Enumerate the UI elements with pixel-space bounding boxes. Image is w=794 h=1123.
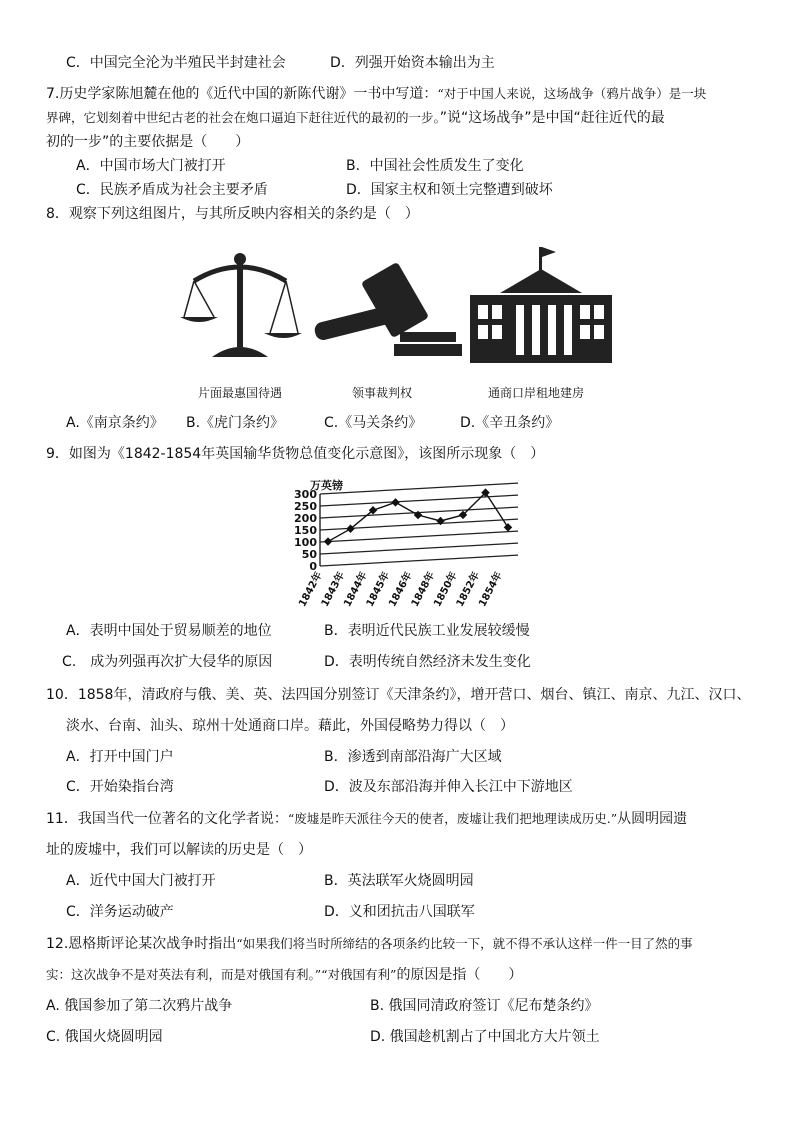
chart-xtick-label: 1845年 xyxy=(364,570,393,609)
q11-option-c[interactable]: C．洋务运动破产 xyxy=(66,904,174,920)
q7-stem-line3: 初的一步”的主要依据是（ ） xyxy=(46,134,250,150)
gavel-icon xyxy=(314,250,464,360)
chart-ytick-label: 200 xyxy=(294,512,317,525)
chart-xtick-label: 1850年 xyxy=(432,570,460,609)
chart-xtick-label: 1843年 xyxy=(319,570,348,609)
q11-option-d[interactable]: D．义和团抗击八国联军 xyxy=(324,904,475,920)
q7-stem-line1: 7.历史学家陈旭麓在他的《近代中国的新陈代谢》一书中写道：“对于中国人来说，这场战争（鸦片战争）是一块 xyxy=(46,86,707,102)
building-icon xyxy=(470,245,612,363)
chart-ytick-label: 300 xyxy=(294,488,317,501)
q7-option-c[interactable]: C．民族矛盾成为社会主要矛盾 xyxy=(76,182,268,198)
chart-gridline xyxy=(320,543,518,554)
q12-stem-line2: 实：这次战争不是对英法有利，而是对俄国有利。”“对俄国有利”的原因是指（ ） xyxy=(46,967,523,983)
q9-option-b[interactable]: B．表明近代民族工业发展较缓慢 xyxy=(324,623,530,639)
chart-ylabel: 万英镑 xyxy=(310,479,343,492)
q8-option-a[interactable]: A.《南京条约》 xyxy=(66,415,164,431)
q12-option-c[interactable]: C. 俄国火烧圆明园 xyxy=(46,1029,163,1045)
q9-stem: 9．如图为《1842-1854年英国输华货物总值变化示意图》，该图所示现象（ ） xyxy=(46,446,545,462)
chart-xtick-label: 1844年 xyxy=(342,570,370,609)
q10-option-a[interactable]: A．打开中国门户 xyxy=(66,749,174,765)
q7-option-a[interactable]: A．中国市场大门被打开 xyxy=(76,158,226,174)
q8-stem: 8．观察下列这组图片，与其所反映内容相关的条约是（ ） xyxy=(46,206,419,222)
q9-option-c[interactable]: C. 成为列强再次扩大侵华的原因 xyxy=(62,654,273,670)
q10-stem-line1: 10．1858年，清政府与俄、美、英、法四国分别签订《天津条约》，增开营口、烟台、镇江、南京、九江、汉口、 xyxy=(46,687,751,703)
chart-gridline xyxy=(320,531,518,542)
q11-stem-line1: 11．我国当代一位著名的文化学者说：“废墟是昨天派往今天的使者，废墟让我们把地理读成历史.”从圆明园遗 xyxy=(46,811,688,827)
chart-data-point xyxy=(504,523,512,531)
q8-caption-3: 通商口岸租地建房 xyxy=(488,386,585,400)
q9-option-a[interactable]: A．表明中国处于贸易顺差的地位 xyxy=(66,623,272,639)
q12-stem-line1: 12.恩格斯评论某次战争时指出“如果我们将当时所缔结的各项条约比较一下，就不得不承认这样一件一目了然的事 xyxy=(46,936,693,952)
q10-option-b[interactable]: B．渗透到南部沿海广大区域 xyxy=(324,749,502,765)
q12-option-a[interactable]: A. 俄国参加了第二次鸦片战争 xyxy=(46,998,233,1014)
scales-icon xyxy=(178,245,303,363)
q6-option-d[interactable]: D．列强开始资本输出为主 xyxy=(330,55,495,71)
q11-option-b[interactable]: B．英法联军火烧圆明园 xyxy=(324,873,474,889)
chart-data-point xyxy=(324,537,332,545)
chart-ytick-label: 0 xyxy=(309,560,317,573)
q8-option-d[interactable]: D.《辛丑条约》 xyxy=(460,415,560,431)
q10-stem-line2: 淡水、台南、汕头、琼州十处通商口岸。藉此，外国侵略势力得以（ ） xyxy=(66,718,514,734)
q9-option-d[interactable]: D．表明传统自然经济未发生变化 xyxy=(324,654,531,670)
q8-option-b[interactable]: B.《虎门条约》 xyxy=(186,415,285,431)
q8-option-c[interactable]: C.《马关条约》 xyxy=(324,415,423,431)
q12-option-b[interactable]: B. 俄国同清政府签订《尼布楚条约》 xyxy=(370,998,599,1014)
q7-option-d[interactable]: D．国家主权和领土完整遭到破坏 xyxy=(346,182,553,198)
chart-data-point xyxy=(391,498,399,506)
q10-option-d[interactable]: D．波及东部沿海并伸入长江中下游地区 xyxy=(324,779,573,795)
chart-ytick-label: 50 xyxy=(301,548,317,561)
chart-ytick-label: 100 xyxy=(294,536,317,549)
chart-xtick-label: 1848年 xyxy=(409,570,438,609)
q10-option-c[interactable]: C．开始染指台湾 xyxy=(66,779,174,795)
q12-option-d[interactable]: D. 俄国趁机割占了中国北方大片领土 xyxy=(370,1029,600,1045)
chart-ytick-label: 150 xyxy=(294,524,317,537)
chart-xtick-label: 1842年 xyxy=(297,570,325,609)
q8-caption-2: 领事裁判权 xyxy=(352,386,413,400)
chart-ytick-label: 250 xyxy=(294,500,317,513)
chart-xtick-label: 1846年 xyxy=(387,570,415,609)
chart-gridline xyxy=(320,555,518,566)
q7-stem-line2: 界碑，它划刻着中世纪古老的社会在炮口逼迫下赶往近代的最初的一步。”说“这场战争”是中国“赶往近代的最 xyxy=(46,110,665,126)
q8-caption-1: 片面最惠国待遇 xyxy=(198,386,283,400)
q7-option-b[interactable]: B．中国社会性质发生了变化 xyxy=(346,158,524,174)
q11-stem-line2: 址的废墟中，我们可以解读的历史是（ ） xyxy=(46,842,312,858)
chart-xtick-label: 1854年 xyxy=(477,570,505,609)
chart-xtick-label: 1852年 xyxy=(454,570,483,609)
trade-chart xyxy=(280,476,525,611)
q11-option-a[interactable]: A．近代中国大门被打开 xyxy=(66,873,216,889)
q6-option-c[interactable]: C．中国完全沦为半殖民半封建社会 xyxy=(66,55,286,71)
